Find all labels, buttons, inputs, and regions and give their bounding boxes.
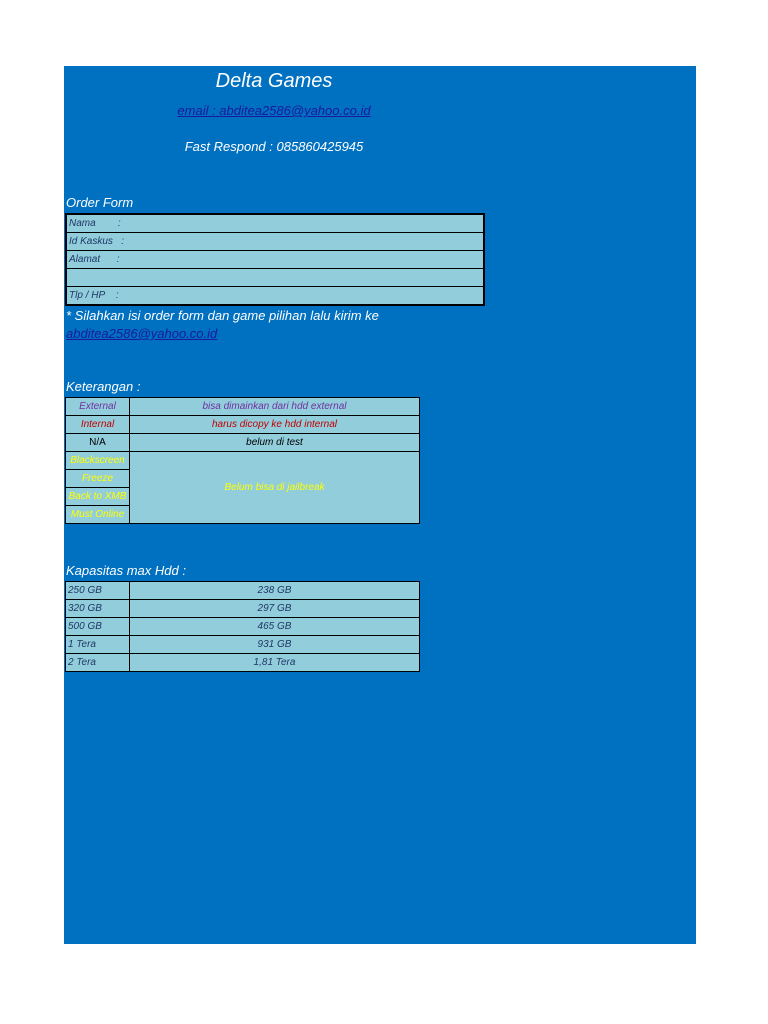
- table-row: [66, 434, 420, 452]
- order-field-nama[interactable]: Nama :: [66, 214, 484, 233]
- table-row: [66, 416, 420, 434]
- keterangan-heading: Keterangan :: [66, 379, 141, 394]
- fast-respond-text: Fast Respond : 085860425945: [184, 139, 364, 154]
- table-row: [66, 582, 420, 600]
- table-row: [66, 636, 420, 654]
- legend-desc-jailbreak: Belum bisa di jailbreak: [130, 452, 420, 524]
- legend-label-must-online: Must Online: [66, 506, 130, 524]
- order-note-email-link[interactable]: abditea2586@yahoo.co.id: [66, 326, 218, 341]
- order-field-alamat[interactable]: Alamat :: [66, 251, 484, 269]
- hdd-heading: Kapasitas max Hdd :: [66, 563, 186, 578]
- legend-label-back-to-xmb: Back to XMB: [66, 488, 130, 506]
- keterangan-table: [65, 397, 420, 524]
- legend-desc-external: bisa dimainkan dari hdd external: [130, 398, 420, 416]
- email-line: [64, 103, 484, 118]
- order-field-id-kaskus[interactable]: Id Kaskus :: [66, 233, 484, 251]
- order-form-row: [66, 287, 484, 306]
- hdd-max: 465 GB: [130, 618, 420, 636]
- hdd-max: 297 GB: [130, 600, 420, 618]
- email-link[interactable]: email : abditea2586@yahoo.co.id: [177, 103, 371, 118]
- order-form-table: [65, 213, 485, 306]
- hdd-size: 250 GB: [66, 582, 130, 600]
- hdd-capacity-table: [65, 581, 420, 672]
- hdd-size: 320 GB: [66, 600, 130, 618]
- legend-desc-na: belum di test: [130, 434, 420, 452]
- order-field-alamat-2[interactable]: [66, 269, 484, 287]
- legend-label-na: N/A: [66, 434, 130, 452]
- order-form-row: [66, 214, 484, 233]
- hdd-max: 931 GB: [130, 636, 420, 654]
- order-note: [66, 307, 446, 343]
- table-row: [66, 654, 420, 672]
- order-field-tlp[interactable]: Tlp / HP :: [66, 287, 484, 306]
- hdd-size: 500 GB: [66, 618, 130, 636]
- table-row: [66, 618, 420, 636]
- legend-desc-internal: harus dicopy ke hdd internal: [130, 416, 420, 434]
- table-row: [66, 600, 420, 618]
- legend-label-blackscreen: Blackscreen: [66, 452, 130, 470]
- order-form-row: [66, 233, 484, 251]
- spreadsheet-area: [64, 66, 696, 944]
- hdd-max: 238 GB: [130, 582, 420, 600]
- hdd-size: 2 Tera: [66, 654, 130, 672]
- legend-label-internal: Internal: [66, 416, 130, 434]
- hdd-max: 1,81 Tera: [130, 654, 420, 672]
- legend-label-freeze: Freeze: [66, 470, 130, 488]
- order-form-heading: Order Form: [66, 195, 134, 210]
- order-note-text: * Silahkan isi order form dan game pilihan lalu kirim ke: [66, 308, 379, 323]
- hdd-size: 1 Tera: [66, 636, 130, 654]
- page-title: Delta Games: [215, 70, 333, 92]
- legend-label-external: External: [66, 398, 130, 416]
- table-row: [66, 398, 420, 416]
- order-form-row: [66, 251, 484, 269]
- table-row: [66, 452, 420, 470]
- order-form-row: [66, 269, 484, 287]
